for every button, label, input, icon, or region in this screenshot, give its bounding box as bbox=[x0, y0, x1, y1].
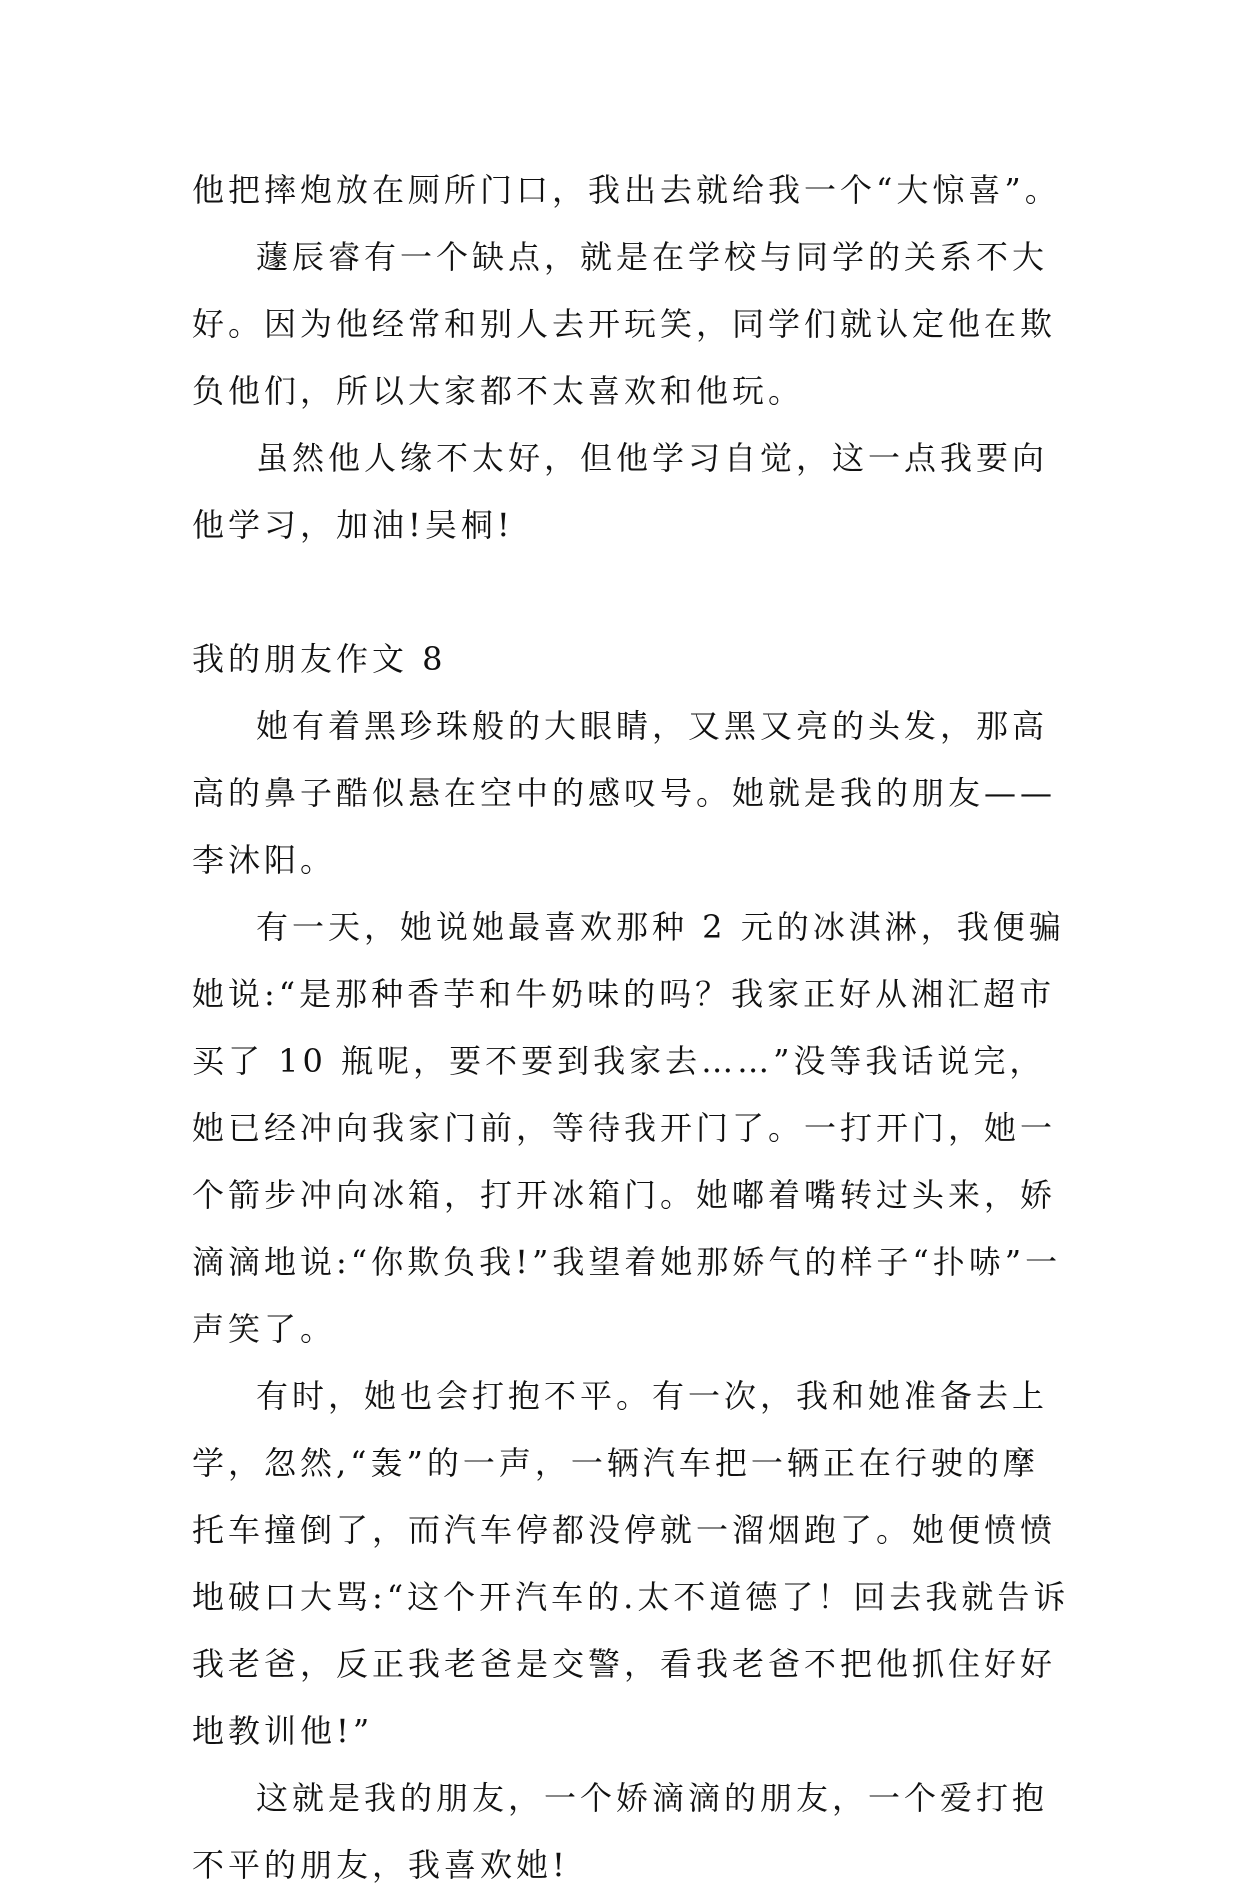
document-page bbox=[192, 157, 1072, 1899]
paragraph: 她有着黑珍珠般的大眼睛，又黑又亮的头发，那高高的鼻子酷似悬在空中的感叹号。她就是我的朋友——李沐阳。 bbox=[192, 707, 1057, 879]
paragraph: 蘧辰睿有一个缺点，就是在学校与同学的关系不大好。因为他经常和别人去开玩笑，同学们就认定他在欺负他们，所以大家都不太喜欢和他玩。 bbox=[192, 238, 1057, 410]
paragraph: 他把摔炮放在厕所门口，我出去就给我一个“大惊喜”。 bbox=[192, 171, 1061, 209]
paragraph: 这就是我的朋友，一个娇滴滴的朋友，一个爱打抱不平的朋友，我喜欢她! bbox=[192, 1779, 1049, 1884]
paragraph: 虽然他人缘不太好，但他学习自觉，这一点我要向他学习，加油!吴桐! bbox=[192, 439, 1049, 544]
paragraph: 有一天，她说她最喜欢那种 2 元的冰淇淋，我便骗她说:“是那种香芋和牛奶味的吗？我家正好从湘汇超市买了 10 瓶呢，要不要到我家去……”没等我话说完，她已经冲向我家门前，等待我开门了。一打开门，她一个箭步冲向冰箱，打开冰箱门。她嘟着嘴转过头来，娇滴滴地说:“你欺负我!”我望着她那娇气的样子“扑哧”一声笑了。 bbox=[192, 908, 1065, 1348]
section-heading: 我的朋友作文 8 bbox=[192, 640, 447, 678]
paragraph: 有时，她也会打抱不平。有一次，我和她准备去上学，忽然,“轰”的一声，一辆汽车把一辆正在行驶的摩托车撞倒了，而汽车停都没停就一溜烟跑了。她便愤愤地破口大骂:“这个开汽车的.太不道德了！回去我就告诉我老爸，反正我老爸是交警，看我老爸不把他抓住好好地教训他!” bbox=[192, 1377, 1070, 1750]
